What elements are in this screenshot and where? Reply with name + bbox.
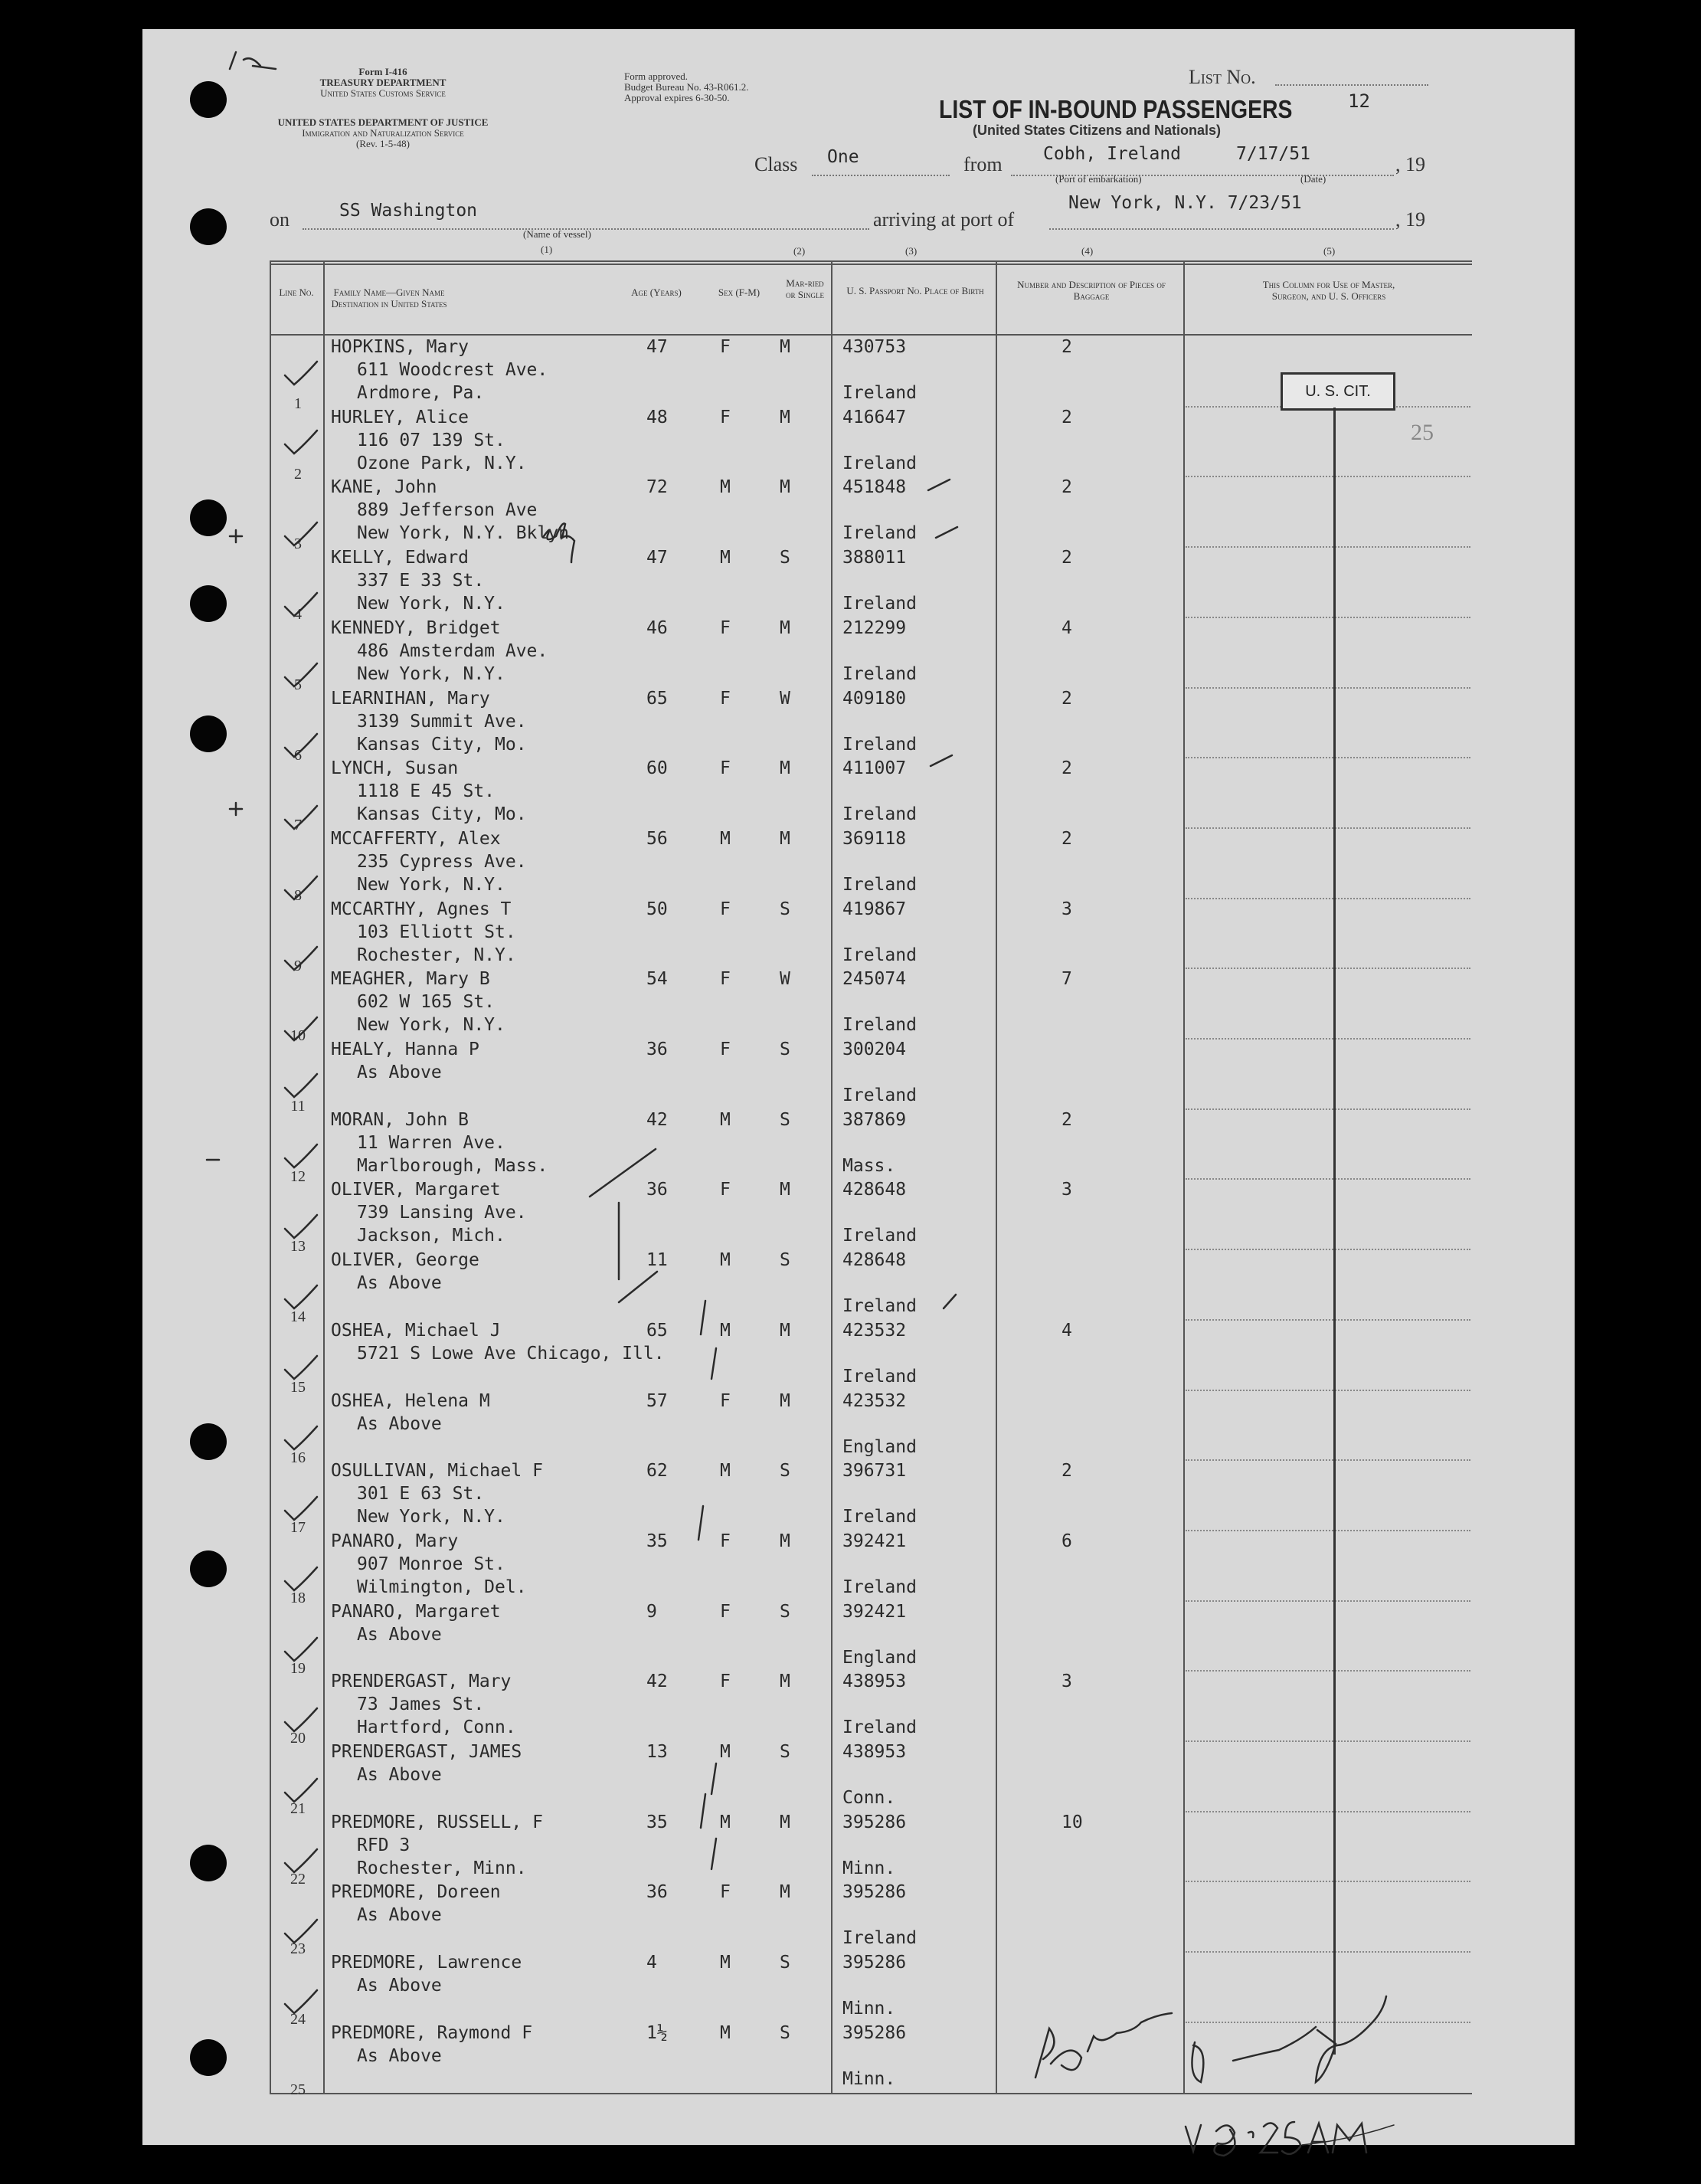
passenger-name: KANE, John xyxy=(331,477,437,498)
passport-number: 212299 xyxy=(842,617,907,638)
passenger-age: 50 xyxy=(646,899,668,919)
marital-status: S xyxy=(780,1953,790,1973)
passenger-name: PRENDERGAST, Mary xyxy=(331,1672,512,1692)
passenger-age: 47 xyxy=(646,337,668,357)
passenger-sex: F xyxy=(720,337,731,357)
row-line-number: 11 xyxy=(290,1098,306,1115)
passport-number: 245074 xyxy=(842,969,907,990)
destination-city: New York, N.Y. xyxy=(357,1015,505,1036)
passenger-sex: F xyxy=(720,758,731,779)
marital-status: W xyxy=(780,688,790,709)
destination-street: 11 Warren Ave. xyxy=(357,1132,505,1153)
row-line-number: 15 xyxy=(290,1378,306,1396)
destination-city: Jackson, Mich. xyxy=(357,1226,505,1246)
form-approved: Form approved. xyxy=(624,70,689,82)
place-of-birth: Ireland xyxy=(842,523,917,544)
place-of-birth: Ireland xyxy=(842,453,917,473)
row-line-number: 17 xyxy=(290,1519,306,1537)
destination-street: 889 Jefferson Ave xyxy=(357,500,538,521)
justice-department: UNITED STATES DEPARTMENT OF JUSTICE xyxy=(277,116,489,128)
passenger-age: 46 xyxy=(646,617,668,638)
destination-street: 907 Monroe St. xyxy=(357,1554,505,1574)
passenger-sex: M xyxy=(720,1742,731,1762)
marital-status: M xyxy=(780,1882,790,1903)
column-number-5: (5) xyxy=(1323,245,1336,257)
document-subtitle: (United States Citizens and Nationals) xyxy=(973,123,1222,138)
place-of-birth: Ireland xyxy=(842,945,917,965)
passenger-sex: F xyxy=(720,969,731,990)
baggage-count: 2 xyxy=(1061,1109,1072,1130)
header-passport: U. S. Passport No. Place of Birth xyxy=(846,285,984,296)
treasury-department: TREASURY DEPARTMENT xyxy=(319,77,447,88)
place-of-birth: Ireland xyxy=(842,1366,917,1387)
destination-city: Rochester, Minn. xyxy=(357,1858,527,1878)
passenger-sex: M xyxy=(720,1320,731,1341)
passport-number: 428648 xyxy=(842,1180,907,1200)
baggage-count: 2 xyxy=(1061,548,1072,568)
row-line-number: 1 xyxy=(294,395,302,412)
row-line-number: 16 xyxy=(290,1449,306,1466)
baggage-count: 2 xyxy=(1061,688,1072,709)
passenger-sex: F xyxy=(720,899,731,919)
passenger-age: 42 xyxy=(646,1109,668,1130)
passport-number: 392421 xyxy=(842,1531,907,1551)
passenger-name: HOPKINS, Mary xyxy=(331,337,469,357)
marital-status: M xyxy=(780,337,790,357)
arriving-label: arriving at port of xyxy=(873,208,1015,231)
passenger-sex: F xyxy=(720,1672,731,1692)
place-of-birth: Ireland xyxy=(842,383,917,403)
passenger-age: 65 xyxy=(646,1320,668,1341)
form-revision: (Rev. 1-5-48) xyxy=(356,138,410,149)
passenger-age: 1½ xyxy=(646,2022,668,2043)
passenger-sex: F xyxy=(720,1390,731,1411)
passenger-age: 54 xyxy=(646,969,668,990)
marital-status: M xyxy=(780,477,790,498)
row-line-number: 19 xyxy=(290,1659,306,1677)
marital-status: M xyxy=(780,828,790,849)
passport-number: 451848 xyxy=(842,477,907,498)
passport-number: 369118 xyxy=(842,828,907,849)
place-of-birth: Ireland xyxy=(842,1928,917,1949)
passenger-name: MCCARTHY, Agnes T xyxy=(331,899,512,919)
passenger-age: 9 xyxy=(646,1601,657,1622)
passenger-age: 42 xyxy=(646,1672,668,1692)
on-label: on xyxy=(270,208,289,231)
column-number-2: (2) xyxy=(793,245,806,257)
row-line-number: 12 xyxy=(290,1167,306,1185)
from-port: Cobh, Ireland xyxy=(1043,144,1182,164)
destination-street: 5721 S Lowe Ave Chicago, Ill. xyxy=(357,1343,665,1364)
header-name: Family Name—Given Name Destination in United States xyxy=(331,287,447,309)
passenger-age: 65 xyxy=(646,688,668,709)
passport-number: 300204 xyxy=(842,1040,907,1059)
passenger-sex: F xyxy=(720,688,731,709)
place-of-birth: Mass. xyxy=(842,1155,896,1176)
from-label: from xyxy=(963,153,1003,175)
baggage-count: 2 xyxy=(1061,1461,1072,1482)
baggage-count: 2 xyxy=(1061,828,1072,849)
passenger-name: HURLEY, Alice xyxy=(331,407,469,427)
destination-street: 739 Lansing Ave. xyxy=(357,1203,527,1223)
vessel-name: SS Washington xyxy=(339,201,478,221)
place-of-birth: England xyxy=(842,1647,917,1668)
passport-number: 428648 xyxy=(842,1250,907,1271)
year-label-2: , 19 xyxy=(1395,208,1425,231)
margin-number: 25 xyxy=(1411,420,1434,445)
passport-number: 416647 xyxy=(842,407,907,427)
departure-date: 7/17/51 xyxy=(1236,144,1310,164)
destination-street: 337 E 33 St. xyxy=(357,571,485,591)
baggage-count: 6 xyxy=(1061,1531,1072,1551)
destination-street: 486 Amsterdam Ave. xyxy=(357,640,548,661)
passenger-age: 36 xyxy=(646,1040,668,1059)
destination-city: Ardmore, Pa. xyxy=(357,383,485,403)
destination-street: RFD 3 xyxy=(357,1835,411,1855)
passport-number: 411007 xyxy=(842,758,907,779)
marital-status: M xyxy=(780,1390,790,1411)
passport-number: 395286 xyxy=(842,1812,907,1832)
marital-status: S xyxy=(780,1601,790,1622)
passenger-name: PANARO, Mary xyxy=(331,1531,459,1551)
passenger-age: 48 xyxy=(646,407,668,427)
place-of-birth: Ireland xyxy=(842,1577,917,1597)
destination-city: New York, N.Y. xyxy=(357,663,505,684)
passport-number: 387869 xyxy=(842,1109,907,1130)
place-of-birth: Ireland xyxy=(842,663,917,684)
passenger-age: 4 xyxy=(646,1953,657,1973)
passport-number: 438953 xyxy=(842,1742,907,1762)
marital-status: S xyxy=(780,1461,790,1482)
passenger-sex: M xyxy=(720,1109,731,1130)
place-of-birth: Ireland xyxy=(842,1296,917,1317)
passenger-name: OSHEA, Helena M xyxy=(331,1390,490,1411)
passenger-sex: M xyxy=(720,1461,731,1482)
place-of-birth: Minn. xyxy=(842,1999,896,2019)
destination-street: As Above xyxy=(357,1413,442,1434)
marital-status: S xyxy=(780,1040,790,1059)
passenger-name: PREDMORE, Raymond F xyxy=(331,2022,533,2043)
baggage-count: 3 xyxy=(1061,1672,1072,1692)
row-line-number: 14 xyxy=(290,1308,306,1326)
baggage-count: 4 xyxy=(1061,1320,1072,1341)
destination-street: 73 James St. xyxy=(357,1694,485,1715)
destination-street: As Above xyxy=(357,1273,442,1294)
passport-number: 395286 xyxy=(842,1953,907,1973)
place-of-birth: Ireland xyxy=(842,1226,917,1246)
passenger-name: KELLY, Edward xyxy=(331,548,469,568)
citizen-stamp-text: U. S. CIT. xyxy=(1305,383,1371,400)
row-line-number: 18 xyxy=(290,1589,306,1606)
passport-number: 395286 xyxy=(842,1882,907,1903)
place-of-birth: Minn. xyxy=(842,2068,896,2089)
marital-status: M xyxy=(780,1672,790,1692)
passenger-sex: F xyxy=(720,1040,731,1059)
baggage-count: 2 xyxy=(1061,477,1072,498)
destination-street: 235 Cypress Ave. xyxy=(357,851,527,872)
passport-number: 430753 xyxy=(842,337,907,357)
row-line-number: 8 xyxy=(294,886,302,904)
row-line-number: 6 xyxy=(294,746,302,764)
passenger-age: 35 xyxy=(646,1812,668,1832)
passport-number: 423532 xyxy=(842,1320,907,1341)
passenger-name: HEALY, Hanna P xyxy=(331,1040,479,1059)
destination-city: Kansas City, Mo. xyxy=(357,734,527,755)
destination-street: 611 Woodcrest Ave. xyxy=(357,360,548,380)
header-line-no: Line No. xyxy=(279,287,314,298)
passenger-age: 35 xyxy=(646,1531,668,1551)
row-line-number: 24 xyxy=(290,2011,306,2028)
port-caption: (Port of embarkation) xyxy=(1055,173,1142,185)
passenger-name: OLIVER, Margaret xyxy=(331,1180,501,1200)
passenger-sex: M xyxy=(720,1250,731,1271)
header-officers: This Column for Use of Master, Surgeon, and U. S. Officers xyxy=(1262,279,1395,302)
passenger-name: KENNEDY, Bridget xyxy=(331,617,501,638)
arrival-port: New York, N.Y. 7/23/51 xyxy=(1068,193,1302,213)
destination-city: New York, N.Y. Bklyn xyxy=(357,523,569,544)
row-line-number: 5 xyxy=(294,676,302,693)
column-number-1: (1) xyxy=(541,244,553,255)
marital-status: M xyxy=(780,1812,790,1832)
passenger-sex: M xyxy=(720,548,731,568)
passport-number: 419867 xyxy=(842,899,907,919)
marital-status: S xyxy=(780,2022,790,2043)
header-age: Age (Years) xyxy=(631,287,682,298)
passport-number: 423532 xyxy=(842,1390,907,1411)
row-line-number: 21 xyxy=(290,1800,306,1817)
passenger-name: MCCAFFERTY, Alex xyxy=(331,828,501,849)
passport-number: 395286 xyxy=(842,2022,907,2043)
passenger-name: PREDMORE, RUSSELL, F xyxy=(331,1812,543,1832)
ins-service: Immigration and Naturalization Service xyxy=(302,127,464,139)
place-of-birth: Ireland xyxy=(842,804,917,825)
marital-status: W xyxy=(780,969,790,990)
marital-status: S xyxy=(780,1109,790,1130)
destination-city: New York, N.Y. xyxy=(357,1507,505,1527)
destination-street: 301 E 63 St. xyxy=(357,1484,485,1505)
list-no-label: List No. xyxy=(1189,66,1256,88)
approval-expiry: Approval expires 6-30-50. xyxy=(624,92,730,103)
form-number: Form I-416 xyxy=(358,66,407,77)
destination-city: Ozone Park, N.Y. xyxy=(357,453,527,473)
row-line-number: 25 xyxy=(290,2081,306,2098)
passenger-name: OSULLIVAN, Michael F xyxy=(331,1461,543,1482)
passenger-name: PANARO, Margaret xyxy=(331,1601,501,1622)
row-line-number: 23 xyxy=(290,1940,306,1958)
destination-city: Kansas City, Mo. xyxy=(357,804,527,825)
place-of-birth: Ireland xyxy=(842,1717,917,1738)
row-line-number: 10 xyxy=(290,1027,306,1045)
marital-status: M xyxy=(780,1180,790,1200)
passenger-name: MEAGHER, Mary B xyxy=(331,969,490,990)
place-of-birth: Ireland xyxy=(842,594,917,614)
passenger-sex: M xyxy=(720,1812,731,1832)
date-caption: (Date) xyxy=(1300,173,1326,185)
passenger-sex: F xyxy=(720,1180,731,1200)
class-label: Class xyxy=(754,153,798,175)
place-of-birth: Ireland xyxy=(842,734,917,755)
marital-status: M xyxy=(780,1320,790,1341)
header-sex: Sex (F-M) xyxy=(718,287,761,298)
destination-street: 103 Elliott St. xyxy=(357,922,516,942)
marital-status: S xyxy=(780,1250,790,1271)
row-line-number: 13 xyxy=(290,1238,306,1256)
row-line-number: 3 xyxy=(294,535,302,553)
baggage-count: 2 xyxy=(1061,407,1072,427)
passenger-age: 13 xyxy=(646,1742,668,1762)
marital-status: S xyxy=(780,548,790,568)
passenger-age: 11 xyxy=(646,1250,668,1271)
passport-number: 388011 xyxy=(842,548,907,568)
passport-number: 392421 xyxy=(842,1601,907,1622)
vessel-caption: (Name of vessel) xyxy=(523,228,591,240)
row-line-number: 9 xyxy=(294,957,302,974)
passenger-sex: M xyxy=(720,2022,731,2043)
passenger-sex: F xyxy=(720,1882,731,1903)
baggage-count: 10 xyxy=(1061,1812,1083,1832)
destination-street: 3139 Summit Ave. xyxy=(357,711,527,732)
place-of-birth: England xyxy=(842,1436,917,1457)
passenger-name: OLIVER, George xyxy=(331,1250,479,1271)
passenger-name: PREDMORE, Lawrence xyxy=(331,1953,522,1973)
row-line-number: 4 xyxy=(294,606,302,624)
destination-city: Wilmington, Del. xyxy=(357,1577,527,1597)
row-line-number: 22 xyxy=(290,1870,306,1888)
passenger-sex: F xyxy=(720,407,731,427)
header-baggage: Number and Description of Pieces of Baggage xyxy=(1017,279,1166,302)
passenger-sex: M xyxy=(720,1953,731,1973)
marital-status: S xyxy=(780,899,790,919)
passenger-age: 36 xyxy=(646,1882,668,1903)
passenger-sex: M xyxy=(720,828,731,849)
baggage-count: 4 xyxy=(1061,617,1072,638)
passenger-sex: F xyxy=(720,1531,731,1551)
passenger-age: 60 xyxy=(646,758,668,779)
place-of-birth: Minn. xyxy=(842,1858,896,1878)
place-of-birth: Ireland xyxy=(842,1015,917,1036)
row-line-number: 2 xyxy=(294,465,302,483)
passenger-name: PREDMORE, Doreen xyxy=(331,1882,501,1903)
passenger-name: LEARNIHAN, Mary xyxy=(331,688,490,709)
passport-number: 396731 xyxy=(842,1461,907,1482)
destination-street: As Above xyxy=(357,1624,442,1645)
place-of-birth: Ireland xyxy=(842,1085,917,1105)
baggage-count: 3 xyxy=(1061,1180,1072,1200)
baggage-count: 3 xyxy=(1061,899,1072,919)
marital-status: M xyxy=(780,617,790,638)
row-line-number: 7 xyxy=(294,817,302,834)
passenger-name: LYNCH, Susan xyxy=(331,758,459,779)
marital-status: S xyxy=(780,1742,790,1762)
passenger-name: MORAN, John B xyxy=(331,1109,469,1130)
passenger-age: 57 xyxy=(646,1390,668,1411)
document-title: LIST OF IN-BOUND PASSENGERS xyxy=(939,95,1293,123)
baggage-count: 7 xyxy=(1061,969,1072,990)
marital-status: M xyxy=(780,407,790,427)
passenger-age: 36 xyxy=(646,1180,668,1200)
destination-street: As Above xyxy=(357,1765,442,1785)
place-of-birth: Conn. xyxy=(842,1788,896,1808)
passenger-sex: F xyxy=(720,1601,731,1622)
place-of-birth: Ireland xyxy=(842,874,917,895)
passenger-age: 47 xyxy=(646,548,668,568)
marital-status: M xyxy=(780,758,790,779)
destination-street: 116 07 139 St. xyxy=(357,430,505,450)
list-no-value: 12 xyxy=(1348,90,1370,112)
passenger-age: 56 xyxy=(646,828,668,849)
destination-street: As Above xyxy=(357,1905,442,1926)
destination-street: As Above xyxy=(357,1976,442,1996)
destination-street: 602 W 165 St. xyxy=(357,992,496,1013)
passenger-sex: M xyxy=(720,477,731,498)
destination-street: 1118 E 45 St. xyxy=(357,781,496,802)
baggage-count: 2 xyxy=(1061,337,1072,357)
customs-service: United States Customs Service xyxy=(320,87,446,99)
passenger-name: OSHEA, Michael J xyxy=(331,1320,501,1341)
header-married: Mar-ried or Single xyxy=(786,277,824,300)
passenger-age: 62 xyxy=(646,1461,668,1482)
marital-status: M xyxy=(780,1531,790,1551)
column-number-4: (4) xyxy=(1081,245,1094,257)
destination-city: Hartford, Conn. xyxy=(357,1717,516,1738)
destination-street: As Above xyxy=(357,2045,442,2066)
destination-city: New York, N.Y. xyxy=(357,594,505,614)
budget-bureau: Budget Bureau No. 43-R061.2. xyxy=(624,81,749,93)
passenger-sex: F xyxy=(720,617,731,638)
class-value: One xyxy=(827,147,859,167)
column-number-3: (3) xyxy=(905,245,918,257)
passport-number: 438953 xyxy=(842,1672,907,1692)
destination-city: Marlborough, Mass. xyxy=(357,1155,548,1176)
passenger-age: 72 xyxy=(646,477,668,498)
baggage-count: 2 xyxy=(1061,758,1072,779)
place-of-birth: Ireland xyxy=(842,1507,917,1527)
passenger-name: PRENDERGAST, JAMES xyxy=(331,1742,522,1762)
destination-city: Rochester, N.Y. xyxy=(357,945,516,965)
destination-street: As Above xyxy=(357,1063,442,1082)
year-label-1: , 19 xyxy=(1395,153,1425,175)
passport-number: 409180 xyxy=(842,688,907,709)
destination-city: New York, N.Y. xyxy=(357,874,505,895)
row-line-number: 20 xyxy=(290,1730,306,1747)
